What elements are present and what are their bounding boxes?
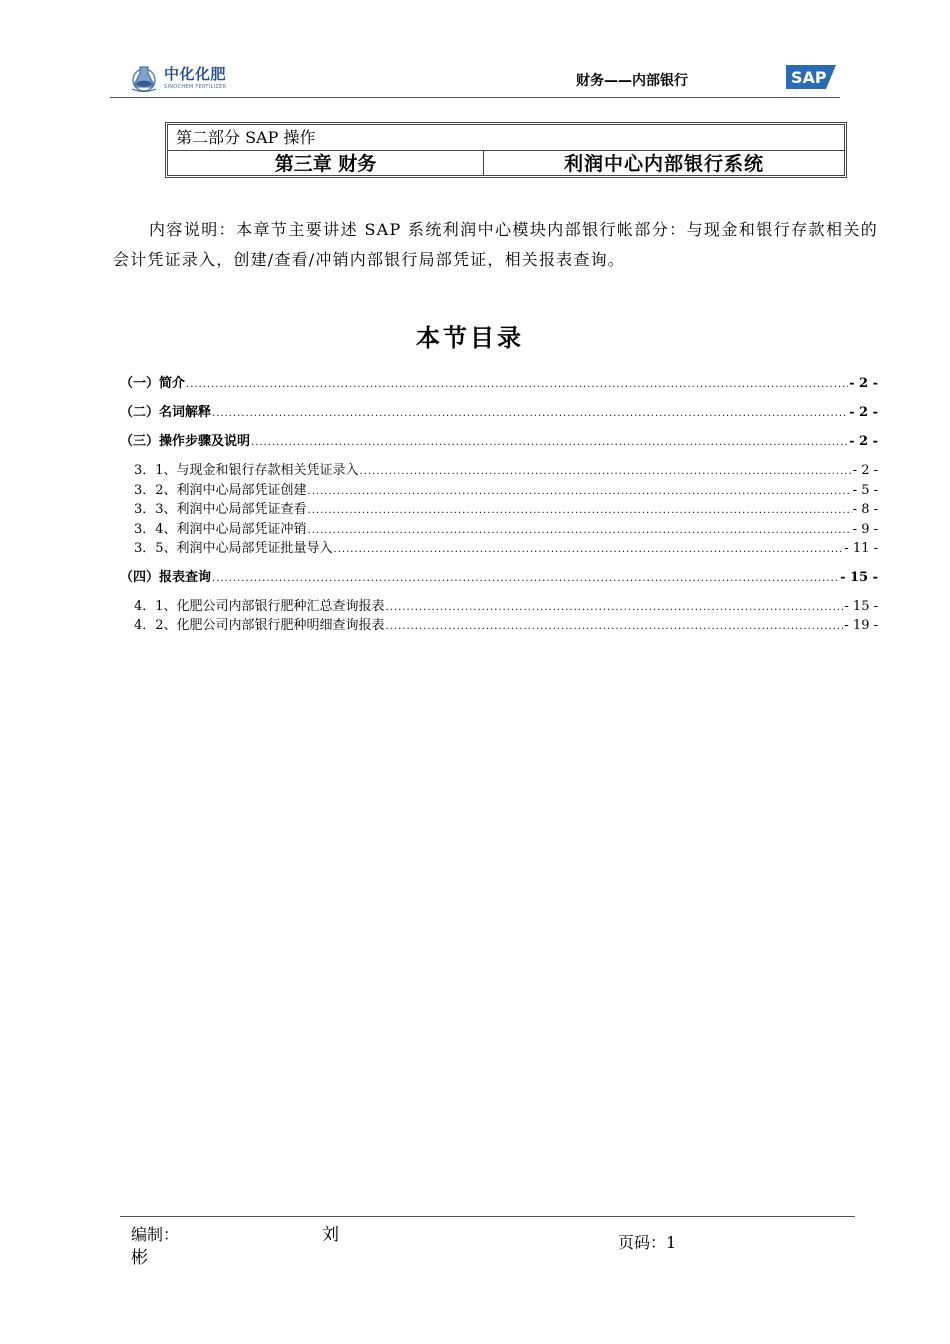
toc-entry-label: 4．1、化肥公司内部银行肥种汇总查询报表 <box>134 598 385 614</box>
toc-entry-label: （三）操作步骤及说明 <box>120 434 251 449</box>
toc-subsection-entry[interactable] <box>120 520 878 540</box>
section-label: 利润中心内部银行系统 <box>563 153 764 175</box>
toc-subsection-entry[interactable] <box>120 597 878 617</box>
toc-title: 本节目录 <box>416 324 524 352</box>
toc-subsection-entry[interactable] <box>120 461 878 481</box>
toc-entry-page: - 2 - <box>849 434 878 449</box>
chapter-label: 第三章 财务 <box>168 151 484 175</box>
logo-english-name: SINOCHEM FERTILIZER <box>164 83 227 90</box>
toc-entry-page: - 2 - <box>849 405 878 420</box>
toc-dot-leader <box>212 568 839 589</box>
toc-subsection-entry[interactable] <box>120 616 878 636</box>
toc-dot-leader <box>212 403 848 424</box>
toc-entry-page: - 11 - <box>844 541 878 556</box>
chapter-table <box>165 122 847 178</box>
toc-entry-label: （一）简介 <box>120 376 186 391</box>
toc-entry-label: 3．1、与现金和银行存款相关凭证录入 <box>134 463 359 478</box>
flask-logo-icon <box>128 63 160 93</box>
toc-entry-label: 3．5、利润中心局部凭证批量导入 <box>134 541 333 556</box>
page-header <box>110 60 840 96</box>
toc-dot-leader <box>386 597 844 617</box>
toc-entry-label: （二）名词解释 <box>120 405 212 420</box>
toc-entry-label: 3．3、利润中心局部凭证查看 <box>134 502 307 517</box>
toc-entry-page: - 8 - <box>852 502 878 517</box>
logo-chinese-name: 中化化肥 <box>164 64 227 83</box>
toc-entry-page: - 15 - <box>844 598 878 614</box>
toc-dot-leader <box>386 616 844 636</box>
toc-entry-page: - 9 - <box>852 521 878 537</box>
toc-section-entry[interactable] <box>120 432 878 461</box>
toc-dot-leader <box>360 461 852 481</box>
company-logo <box>128 62 226 94</box>
toc-entry-page: - 2 - <box>852 463 878 478</box>
table-of-contents <box>120 374 878 636</box>
toc-dot-leader <box>308 481 852 501</box>
footer-editor-label: 编制： <box>131 1225 180 1244</box>
footer-editor-name-part2: 彬 <box>131 1248 148 1268</box>
toc-subsection-entry[interactable] <box>120 539 878 559</box>
toc-entry-label: 3．4、利润中心局部凭证冲销 <box>134 521 307 537</box>
toc-entry-page: - 15 - <box>840 569 878 585</box>
toc-entry-page: - 5 - <box>852 482 878 498</box>
toc-dot-leader <box>308 520 852 540</box>
toc-dot-leader <box>186 374 848 395</box>
toc-entry-label: 4．2、化肥公司内部银行肥种明细查询报表 <box>134 618 385 633</box>
toc-dot-leader <box>308 500 852 520</box>
sap-logo-icon <box>786 65 836 89</box>
toc-entry-label: 3．2、利润中心局部凭证创建 <box>134 482 307 498</box>
footer-editor-name-part1: 刘 <box>322 1225 339 1245</box>
part-label: 第二部分 SAP 操作 <box>168 125 844 151</box>
toc-entry-page: - 19 - <box>844 618 878 633</box>
intro-paragraph: 内容说明：本章节主要讲述 SAP 系统利润中心模块内部银行帐部分：与现金和银行存款相关的会计凭证录入，创建/查看/冲销内部银行局部凭证，相关报表查询。 <box>113 220 878 269</box>
footer-divider <box>120 1216 855 1217</box>
header-title: 财务——内部银行 <box>576 73 688 89</box>
toc-entry-label: （四）报表查询 <box>120 569 212 585</box>
toc-subsection-entry[interactable] <box>120 500 878 520</box>
toc-dot-leader <box>251 432 848 453</box>
toc-dot-leader <box>334 539 844 559</box>
toc-section-entry[interactable] <box>120 403 878 432</box>
toc-entry-page: - 2 - <box>849 376 878 391</box>
toc-section-entry[interactable] <box>120 568 878 597</box>
header-divider <box>110 97 840 98</box>
toc-section-entry[interactable] <box>120 374 878 403</box>
sap-logo-text: SAP <box>791 68 827 87</box>
footer-page-number: 页码：1 <box>618 1233 677 1252</box>
toc-subsection-entry[interactable] <box>120 481 878 501</box>
